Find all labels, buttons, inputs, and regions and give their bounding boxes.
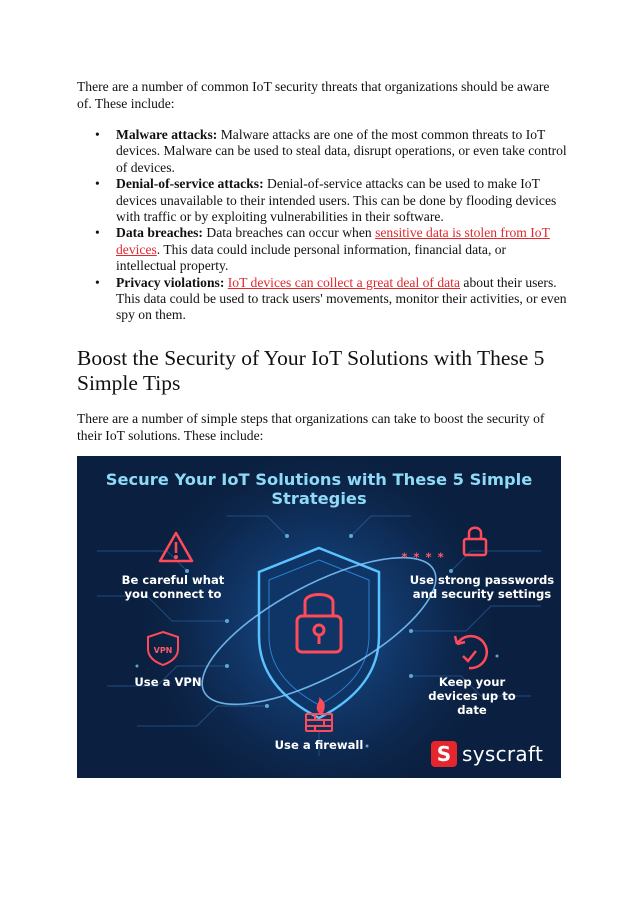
threat-text: Malware attacks are one of the most common threats to IoT devices. Malware can be used to steal data, disrupt operations, or even take control of devices. bbox=[116, 127, 567, 175]
threat-title: Data breaches: bbox=[116, 225, 203, 241]
sensitive-data-link[interactable]: sensitive data is stolen from IoT devices bbox=[116, 225, 550, 257]
threat-list bbox=[77, 127, 567, 324]
vpn-icon-label: VPN bbox=[153, 646, 173, 655]
bullet-icon: • bbox=[95, 274, 100, 290]
threat-title: Denial-of-service attacks: bbox=[116, 176, 264, 192]
tips-intro-paragraph: There are a number of simple steps that organizations can take to boost the security of their IoT solutions. These include: bbox=[77, 411, 545, 443]
threat-text: Data breaches can occur when bbox=[206, 225, 372, 241]
brand-name: syscraft bbox=[462, 742, 544, 766]
list-item bbox=[77, 225, 567, 274]
bullet-icon: • bbox=[95, 225, 100, 241]
tip-vpn: Use a VPN bbox=[134, 675, 202, 689]
bullet-icon: • bbox=[95, 176, 100, 192]
tip-update: Keep your devices up to date bbox=[428, 675, 516, 717]
list-item bbox=[77, 127, 567, 176]
threat-title: Privacy violations: bbox=[116, 274, 225, 290]
password-mask: * * * * bbox=[401, 550, 445, 564]
tip-firewall: Use a firewall bbox=[274, 738, 364, 752]
intro-paragraph: There are a number of common IoT security threats that organizations should be aware of. These include: bbox=[77, 79, 550, 111]
syscraft-logo bbox=[431, 739, 543, 769]
collect-data-link[interactable]: IoT devices can collect a great deal of data bbox=[227, 274, 460, 290]
threat-text: Denial-of-service attacks can be used to make IoT devices unavailable to their intended users. This can be done by flooding devices with traffic or by exploiting vulnerabilities in their software. bbox=[116, 176, 557, 225]
bullet-icon: • bbox=[95, 127, 100, 142]
threat-text: . This data could include personal information, financial data, or intellectual property. bbox=[116, 241, 507, 274]
infographic-title: Secure Your IoT Solutions with These 5 Simple Strategies bbox=[105, 470, 533, 508]
syscraft-logo-mark: S bbox=[431, 741, 457, 767]
list-item bbox=[77, 275, 567, 324]
section-heading: Boost the Security of Your IoT Solutions with These 5 Simple Tips bbox=[77, 346, 545, 395]
tip-passwords: Use strong passwords and security settings bbox=[409, 573, 555, 601]
threat-text: about their users. This data could be used to track users' movements, monitor their activities, or even spy on them. bbox=[116, 274, 567, 323]
list-item bbox=[77, 176, 567, 225]
tip-connect: Be careful what you connect to bbox=[121, 573, 225, 601]
threat-title: Malware attacks: bbox=[116, 127, 218, 142]
infographic-banner bbox=[77, 456, 561, 778]
